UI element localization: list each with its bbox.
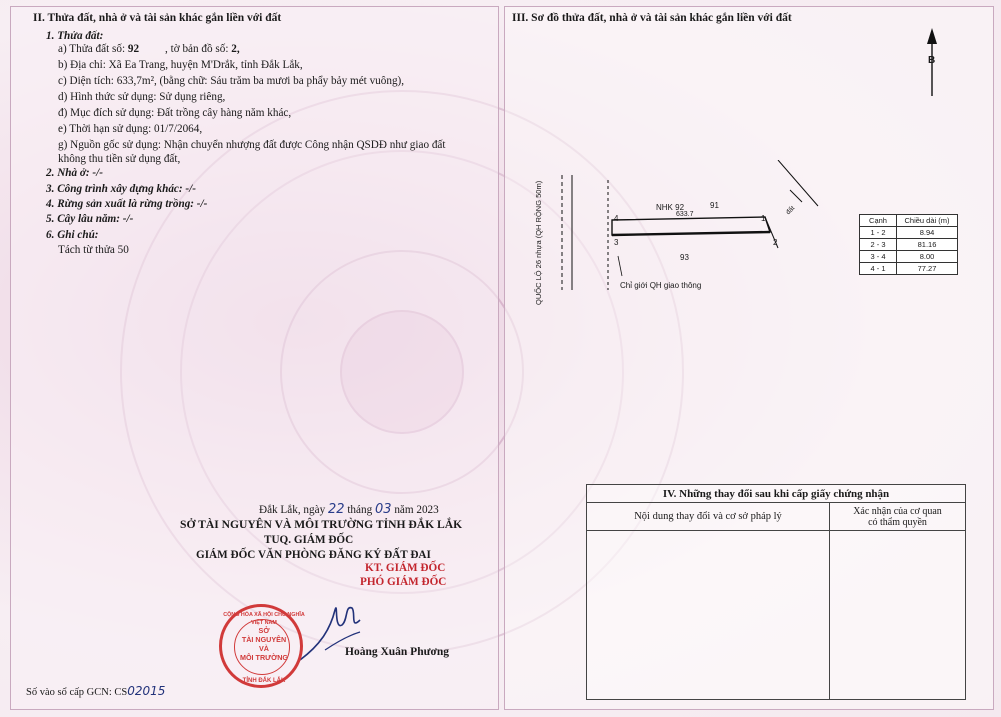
signer-name: Hoàng Xuân Phương (345, 646, 450, 658)
registry-prefix: Số vào sổ cấp GCN: CS (26, 687, 128, 698)
changes-table (586, 484, 966, 700)
seal-top-text: CỘNG HÒA XÃ HỘI CHỦ NGHĨA VIỆT NAM (223, 612, 305, 626)
area: c) Diện tích: 633,7m², (bằng chữ: Sáu trăm ba mươi ba phẩy bảy mét vuông), (58, 75, 405, 87)
edge-cell: 4 - 1 (860, 263, 897, 275)
date-suffix: năm 2023 (391, 504, 439, 516)
item-6: 6. Ghi chú: (46, 229, 99, 241)
registry-handwritten: 02015 (127, 684, 166, 698)
tuq-title: TUQ. GIÁM ĐỐC (264, 534, 354, 546)
date-mid: tháng (344, 504, 375, 516)
changes-confirm-cell (830, 531, 966, 700)
seal-line-1: SỞ (258, 626, 270, 635)
usage-purpose: đ) Mục đích sử dụng: Đất trồng cây hàng năm khác, (58, 107, 292, 119)
point-2: 2 (773, 238, 778, 247)
edge-cell: 1 - 2 (860, 227, 897, 239)
section-2-title: II. Thửa đất, nhà ở và tài sản khác gắn liền với đất (33, 12, 282, 24)
table-row (860, 263, 958, 275)
section-4-title: IV. Những thay đổi sau khi cấp giấy chứng nhận (587, 485, 966, 503)
seal-line-4: MÔI TRƯỜNG (239, 653, 289, 662)
parcel-area-label: 633.7 (676, 211, 694, 218)
changes-title-row (587, 485, 966, 503)
parcel-number: 92 (127, 43, 140, 55)
parcel-label: a) Thửa đất số: (58, 43, 128, 55)
registry-number (26, 685, 165, 699)
confirm-line-1: Xác nhận của cơ quan (853, 505, 942, 517)
date-month: 03 (374, 502, 392, 517)
point-1: 1 (761, 214, 766, 223)
table-row (860, 251, 958, 263)
address: b) Địa chỉ: Xã Ea Trang, huyện M'Drắk, tỉnh Đắk Lắk, (58, 59, 303, 71)
parcel-diagram-number: 92 (675, 203, 685, 212)
point-4: 4 (614, 214, 619, 223)
header-length: Chiều dài (m) (897, 215, 958, 227)
boundary-label: Chỉ giới QH giao thông (620, 281, 702, 290)
edge-cell: 2 - 3 (860, 239, 897, 251)
director-title: GIÁM ĐỐC VĂN PHÒNG ĐĂNG KÝ ĐẤT ĐAI (196, 549, 431, 561)
neighbor-91: 91 (710, 201, 719, 210)
confirm-line-2: có thẩm quyền (868, 516, 927, 528)
agency-name: SỞ TÀI NGUYÊN VÀ MÔI TRƯỜNG TỈNH ĐẮK LẮK (180, 518, 463, 531)
changes-col-confirm (830, 503, 966, 531)
item-3: 3. Công trình xây dựng khác: -/- (46, 183, 196, 195)
origin-line-2: không thu tiền sử dụng đất, (58, 153, 181, 165)
changes-empty-row (587, 531, 966, 700)
changes-content-cell (587, 531, 830, 700)
date-prefix: Đắk Lắk, ngày (259, 504, 328, 516)
issue-date (259, 503, 439, 517)
road-label: QUỐC LỘ 26 nhựa (QH RỘNG 50m) (534, 180, 543, 305)
edge-cell: 3 - 4 (860, 251, 897, 263)
header-edge: Cạnh (860, 215, 897, 227)
map-number: 2, (231, 43, 240, 55)
item-5: 5. Cây lâu năm: -/- (46, 213, 134, 225)
changes-header-row (587, 503, 966, 531)
length-cell: 81.16 (897, 239, 958, 251)
red-seal (219, 604, 303, 688)
usage-term: e) Thời hạn sử dụng: 01/7/2064, (58, 123, 203, 135)
table-row (860, 227, 958, 239)
deputy-title: PHÓ GIÁM ĐỐC (360, 576, 447, 588)
origin-line-1: g) Nguồn gốc sử dụng: Nhận chuyển nhượng đất được Công nhận QSDĐ như giao đất (58, 139, 446, 151)
length-cell: 8.00 (897, 251, 958, 263)
usage-form: d) Hình thức sử dụng: Sử dụng riêng, (58, 91, 226, 103)
item-2: 2. Nhà ở: -/- (46, 167, 103, 179)
item-1-label: 1. Thửa đất: (46, 30, 104, 42)
north-label: B (928, 55, 936, 66)
changes-col-content: Nội dung thay đổi và cơ sở pháp lý (587, 503, 830, 531)
table-row (860, 239, 958, 251)
point-3: 3 (614, 238, 619, 247)
neighbor-93: 93 (680, 253, 689, 262)
edge-arrow-label: đất (784, 204, 797, 217)
parcel-line (58, 43, 240, 56)
parcel-type: NHK (656, 203, 673, 212)
date-day: 22 (327, 502, 345, 517)
edge-length-table (859, 214, 958, 275)
table-header-row (860, 215, 958, 227)
seal-line-2: TÀI NGUYÊN (241, 635, 287, 644)
seal-bottom-text: TỈNH ĐẮK LẮK (242, 678, 286, 684)
note-text: Tách từ thửa 50 (58, 244, 129, 256)
kt-title: KT. GIÁM ĐỐC (365, 562, 446, 574)
item-4: 4. Rừng sản xuất là rừng trồng: -/- (46, 198, 208, 210)
section-3-title: III. Sơ đồ thửa đất, nhà ở và tài sản khác gắn liền với đất (512, 12, 792, 24)
seal-line-3: VÀ (259, 644, 269, 653)
map-label: , tờ bản đồ số: (165, 43, 232, 55)
length-cell: 77.27 (897, 263, 958, 275)
length-cell: 8.94 (897, 227, 958, 239)
